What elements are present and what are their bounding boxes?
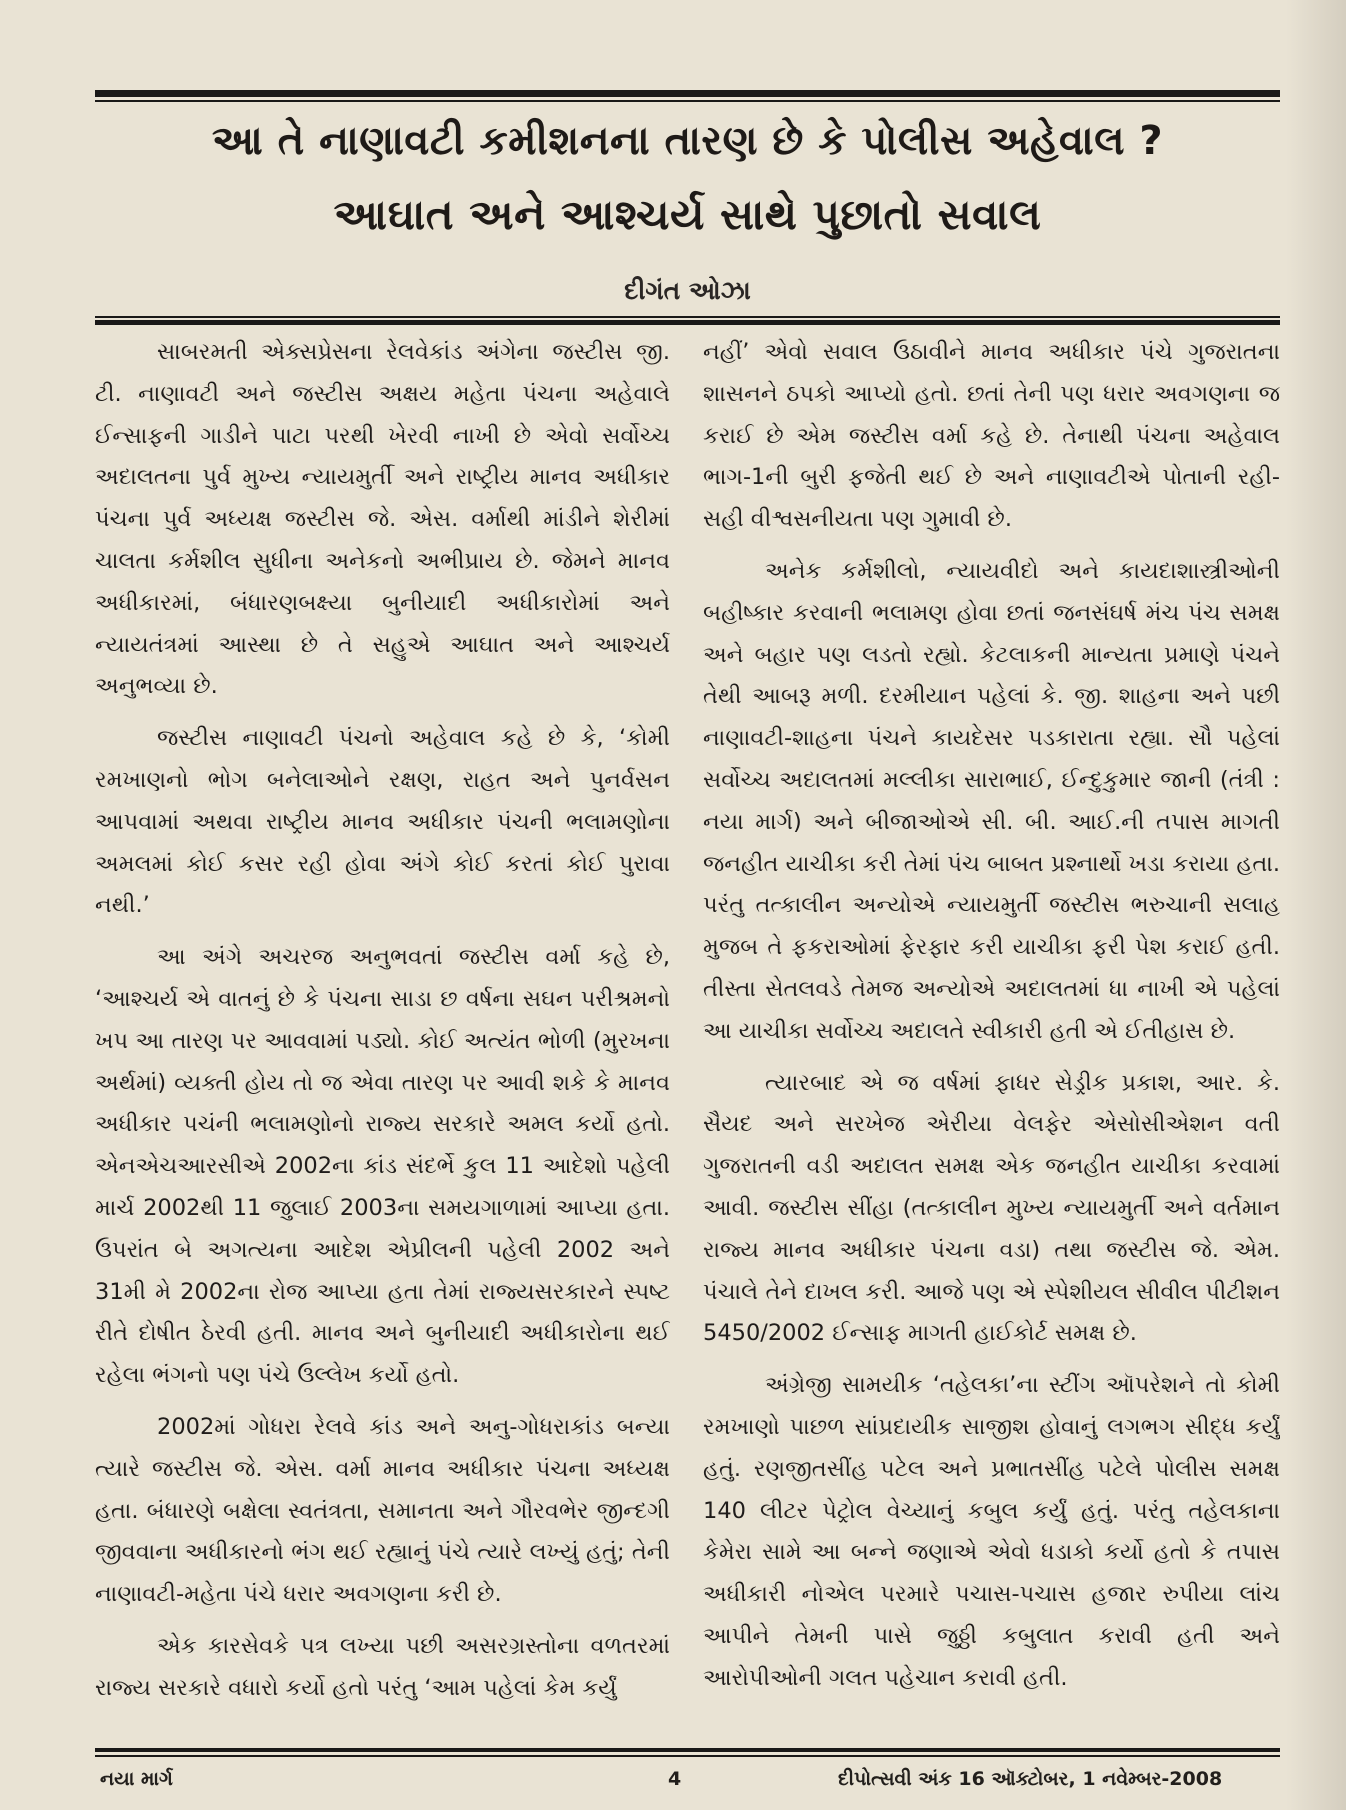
footer-issue: દીપોત્સવી અંક 16 ઑક્ટોબર, 1 નવેમ્બર-2008 [838,1768,1223,1790]
headline-line-1: આ તે નાણાવટી કમીશનના તારણ છે કે પોલીસ અહેવાલ ? [211,118,1164,164]
paragraph: અંગ્રેજી સામયીક ‘તહેલકા’ના સ્ટીંગ ઑપરેશને તો કોમી રમખાણો પાછળ સાંપ્રદાયીક સાજીશ હોવાનું લગભગ સીદ્ધ કર્યું હતું. રણજીતસીંહ પટેલ અને પ્રભાતસીંહ પટેલે પોલીસ સમક્ષ 140 લીટર પેટ્રોલ વેચ્યાનું કબુલ કર્યું હતું. પરંતુ તહેલકાના કેમેરા સામે આ બન્ને જણાએ એવો ધડાકો કર્યો હતો કે તપાસ અધીકારી નોએલ પરમારે પચાસ-પચાસ હજાર રુપીયા લાંચ આપીને તેમની પાસે જુઠ્ઠી કબુલાત કરાવી હતી અને આરોપીઓની ગલત પહેચાન કરાવી હતી. [703,1372,1280,1691]
paragraph: 2002માં ગોધરા રેલવે કાંડ અને અનુ-ગોધરાકાંડ બન્યા ત્યારે જસ્ટીસ જે. એસ. વર્મા માનવ અધીકાર પંચના અધ્યક્ષ હતા. બંધારણે બક્ષેલા સ્વતંત્રતા, સમાનતા અને ગૌરવભેર જીન્દગી જીવવાના અધીકારનો ભંગ થઈ રહ્યાનું પંચે ત્યારે લખ્યું હતું; તેની નાણાવટી-મહેતા પંચે ધરાર અવગણના કરી છે. [95,1413,670,1608]
paragraph: અનેક કર્મશીલો, ન્યાયવીદો અને કાયદાશાસ્ત્રીઓની બહીષ્કાર કરવાની ભલામણ હોવા છતાં જનસંઘર્ષ મંચ પંચ સમક્ષ અને બહાર પણ લડતો રહ્યો. કેટલાકની માન્યતા પ્રમાણે પંચને તેથી આબરૂ મળી. દરમીયાન પહેલાં કે. જી. શાહના અને પછી નાણાવટી-શાહના પંચને કાયદેસર પડકારાતા રહ્યા. સૌ પહેલાં સર્વોચ્ચ અદાલતમાં મલ્લીકા સારાભાઈ, ઈન્દુકુમાર જાની (તંત્રી : નયા માર્ગ) અને બીજાઓએ સી. બી. આઈ.ની તપાસ માગતી જનહીત યાચીકા કરી તેમાં પંચ બાબત પ્રશ્નાર્થો ખડા કરાયા હતા. પરંતુ તત્કાલીન અન્યોએ ન્યાયમુર્તી જસ્ટીસ ભરુચાની સલાહ મુજબ તે ફકરાઓમાં ફેરફાર કરી યાચીકા ફરી પેશ કરાઈ હતી. તીસ્તા સેતલવડે તેમજ અન્યોએ અદાલતમાં ધા નાખી એ પહેલાં આ યાચીકા સર્વોચ્ચ અદાલતે સ્વીકારી હતી એ ઈતીહાસ છે. [703,557,1280,1044]
header-bottom-rule-thin [95,316,1280,318]
footer-page-number: 4 [668,1768,682,1790]
headline-line-2: આઘાત અને આશ્ચર્ય સાથે પુછાતો સવાલ [333,190,1042,239]
top-rule-thin [95,100,1280,102]
header-bottom-rule-thick [95,320,1280,325]
top-rule-thick [95,90,1280,97]
article-column-right [703,332,1280,1742]
article-column-left [95,332,670,1742]
page-edge-shadow [1286,0,1346,1810]
footer-rule-thick [95,1748,1280,1752]
footer-rule-thin [95,1755,1280,1757]
footer-publication: નયા માર્ગ [100,1768,173,1790]
paragraph: એક કારસેવકે પત્ર લખ્યા પછી અસરગ્રસ્તોના વળતરમાં રાજ્ય સરકારે વધારો કર્યો હતો પરંતુ ‘આમ પહેલાં કેમ કર્યું [95,1632,670,1701]
paragraph: જસ્ટીસ નાણાવટી પંચનો અહેવાલ કહે છે કે, ‘કોમી રમખાણનો ભોગ બનેલાઓને રક્ષણ, રાહત અને પુનર્વસન આપવામાં અથવા રાષ્ટ્રીય માનવ અધીકાર પંચની ભલામણોના અમલમાં કોઈ કસર રહી હોવા અંગે કોઈ કરતાં કોઈ પુરાવા નથી.’ [95,725,670,919]
paragraph: નહીં’ એવો સવાલ ઉઠાવીને માનવ અધીકાર પંચે ગુજરાતના શાસનને ઠપકો આપ્યો હતો. છતાં તેની પણ ધરાર અવગણના જ કરાઈ છે એમ જસ્ટીસ વર્મા કહે છે. તેનાથી પંચના અહેવાલ ભાગ-1ની બુરી ફજેતી થઈ છે અને નાણાવટીએ પોતાની રહી-સહી વીશ્વસનીયતા પણ ગુમાવી છે. [703,339,1280,533]
paragraph: ત્યારબાદ એ જ વર્ષમાં ફાધર સેડ્રીક પ્રકાશ, આર. કે. સૈયદ અને સરખેજ એરીયા વેલફેર એસોસીએશન વતી ગુજરાતની વડી અદાલત સમક્ષ એક જનહીત યાચીકા કરવામાં આવી. જસ્ટીસ સીંહા (તત્કાલીન મુખ્ય ન્યાયમુર્તી અને વર્તમાન રાજ્ય માનવ અધીકાર પંચના વડા) તથા જસ્ટીસ જે. એમ. પંચાલે તેને દાખલ કરી. આજે પણ એ સ્પેશીયલ સીવીલ પીટીશન 5450/2002 ઈન્સાફ માગતી હાઈકોર્ટ સમક્ષ છે. [703,1069,1280,1347]
paragraph: આ અંગે અચરજ અનુભવતાં જસ્ટીસ વર્મા કહે છે, ‘આશ્ચર્ય એ વાતનું છે કે પંચના સાડા છ વર્ષના સઘન પરીશ્રમનો ખપ આ તારણ પર આવવામાં પડ્યો. કોઈ અત્યંત ભોળી (મુરખના અર્થમાં) વ્યક્તી હોય તો જ એવા તારણ પર આવી શકે કે માનવ અધીકાર પચંની ભલામણોનો રાજ્ય સરકારે અમલ કર્યો હતો. એનએચઆરસીએ 2002ના કાંડ સંદર્ભે કુલ 11 આદેશો પહેલી માર્ચ 2002થી 11 જુલાઈ 2003ના સમયગાળામાં આપ્યા હતા. ઉપરાંત બે અગત્યના આદેશ એપ્રીલની પહેલી 2002 અને 31મી મે 2002ના રોજ આપ્યા હતા તેમાં રાજ્યસરકારને સ્પષ્ટ રીતે દોષીત ઠેરવી હતી. માનવ અને બુનીયાદી અધીકારોના થઈ રહેલા ભંગનો પણ પંચે ઉલ્લેખ કર્યો હતો. [95,944,670,1389]
paragraph: સાબરમતી એક્સપ્રેસના રેલવેકાંડ અંગેના જસ્ટીસ જી. ટી. નાણાવટી અને જસ્ટીસ અક્ષય મહેતા પંચના અહેવાલે ઈન્સાફની ગાડીને પાટા પરથી ખેરવી નાખી છે એવો સર્વોચ્ચ અદાલતના પુર્વ મુખ્ય ન્યાયમુર્તી અને રાષ્ટ્રીય માનવ અધીકાર પંચના પુર્વ અધ્યક્ષ જસ્ટીસ જે. એસ. વર્માથી માંડીને શેરીમાં ચાલતા કર્મશીલ સુધીના અનેકનો અભીપ્રાય છે. જેમને માનવ અધીકારમાં, બંધારણબક્ષ્યા બુનીયાદી અધીકારોમાં અને ન્યાયતંત્રમાં આસ્થા છે તે સહુએ આઘાત અને આશ્ચર્ય અનુભવ્યા છે. [95,339,670,700]
author-byline: દીગંત ઓઝા [624,276,751,305]
